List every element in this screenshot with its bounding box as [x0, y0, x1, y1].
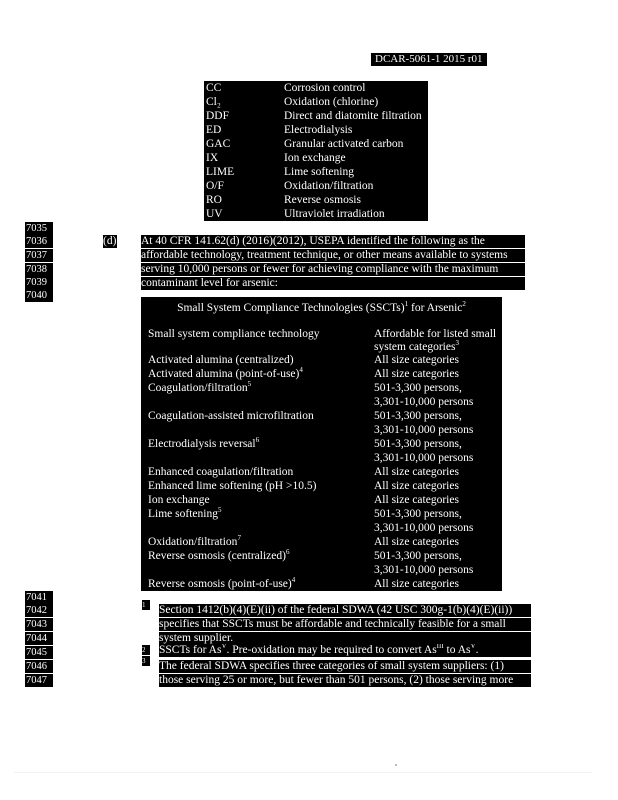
table-cell-technology [148, 367, 303, 381]
footnote-1-line: system supplier. [159, 632, 531, 645]
table-cell-technology [148, 381, 251, 395]
abbreviation-row [204, 179, 428, 193]
line-number: 7045 [25, 646, 53, 659]
line-number: 7037 [25, 249, 53, 262]
technology-footnote-ref: 4 [299, 366, 303, 375]
technology-name: Activated alumina (point-of-use) [148, 368, 300, 380]
abbreviation-description: Lime softening [282, 165, 428, 179]
line-number: 7035 [25, 222, 53, 235]
table-cell-category-continued: 3,301-10,000 persons [374, 522, 474, 534]
abbreviation-description: Ultraviolet irradiation [282, 207, 428, 221]
table-cell-category: 501-3,300 persons, [374, 410, 462, 422]
abbreviation-row [204, 207, 428, 221]
table-cell-category: 501-3,300 persons, [374, 382, 462, 394]
table-title-footnote-ref: 1 [404, 300, 409, 309]
table-cell-technology [148, 353, 294, 367]
abbreviation-code: CC [204, 81, 284, 95]
abbreviation-code: IX [204, 151, 284, 165]
footnote-2 [159, 644, 531, 657]
paragraph-line: affordable technology, treatment technique, or other means available to systems [141, 249, 525, 262]
table-cell-category: All size categories [374, 480, 459, 492]
abbreviation-row [204, 95, 428, 109]
column-header-footnote-ref: 3 [455, 339, 459, 348]
abbreviation-row [204, 193, 428, 207]
technology-name: Enhanced coagulation/filtration [148, 466, 294, 478]
technology-name: Oxidation/filtration [148, 536, 238, 548]
column-header-categories-line2 [374, 340, 459, 354]
footnote-3-marker: 3 [142, 656, 150, 666]
abbreviation-description: Oxidation (chlorine) [282, 95, 428, 109]
line-number: 7047 [25, 674, 53, 687]
column-header-categories-text: system categories [374, 341, 456, 353]
technology-name: Coagulation/filtration [148, 382, 248, 394]
ssct-arsenic-table [141, 297, 502, 591]
technology-name: Reverse osmosis (point-of-use) [148, 578, 292, 590]
paragraph-label: (d) [103, 235, 117, 247]
abbreviation-code: DDF [204, 109, 284, 123]
table-title-text: Small System Compliance Technologies (SSCTs) [177, 302, 405, 314]
table-cell-category: 501-3,300 persons, [374, 438, 462, 450]
abbreviation-description: Corrosion control [282, 81, 428, 95]
technology-name: Activated alumina (centralized) [148, 354, 294, 366]
technology-footnote-ref: 7 [237, 534, 241, 543]
table-cell-technology [148, 479, 316, 493]
abbreviation-description: Oxidation/filtration [282, 179, 428, 193]
technology-footnote-ref: 6 [255, 436, 260, 445]
document-id: DCAR-5061-1 2015 r01 [371, 53, 487, 66]
table-cell-technology [148, 535, 241, 549]
column-header-technology: Small system compliance technology [148, 328, 320, 340]
paragraph-line: contaminant level for arsenic: [141, 277, 525, 290]
technology-name: Ion exchange [148, 494, 210, 506]
abbreviation-row [204, 109, 428, 123]
table-cell-technology [148, 493, 210, 507]
technology-name: Lime softening [148, 508, 218, 520]
footnote-3-line: The federal SDWA specifies three categories of small system suppliers: (1) [159, 660, 531, 673]
technology-name: Electrodialysis reversal [148, 438, 256, 450]
table-cell-technology [148, 465, 293, 479]
table-cell-technology [148, 507, 221, 521]
line-number: 7044 [25, 632, 53, 645]
abbreviation-description: Direct and diatomite filtration [282, 109, 428, 123]
table-cell-category: All size categories [374, 466, 459, 478]
technology-name: Coagulation-assisted microfiltration [148, 410, 314, 422]
table-cell-category: All size categories [374, 536, 459, 548]
footnote-2-sup-2: III [436, 644, 444, 651]
table-cell-category: All size categories [374, 494, 459, 506]
abbreviation-code: ED [204, 123, 284, 137]
abbreviation-code: Cl₂ [204, 95, 284, 109]
table-title-suffix-footnote-ref: 2 [462, 300, 466, 309]
technology-footnote-ref: 5 [217, 506, 222, 515]
abbreviation-row [204, 123, 428, 137]
table-cell-category: 501-3,300 persons, [374, 508, 462, 520]
footnote-1-line: Section 1412(b)(4)(E)(ii) of the federal SDWA (42 USC 300g-1(b)(4)(E)(ii)) [159, 604, 531, 617]
table-cell-category: All size categories [374, 368, 459, 380]
abbreviation-row [204, 165, 428, 179]
footnote-2-sup-1: V [221, 644, 227, 651]
table-cell-category-continued: 3,301-10,000 persons [374, 396, 474, 408]
table-cell-category: 501-3,300 persons, [374, 550, 462, 562]
table-cell-technology [148, 409, 314, 423]
line-number: 7036 [25, 235, 53, 248]
footnote-2-text-d: . [475, 644, 479, 656]
paragraph-line: serving 10,000 persons or fewer for achieving compliance with the maximum [141, 263, 525, 276]
footnote-2-text-a: SSCTs for As [159, 644, 222, 656]
line-number: 7041 [25, 591, 53, 604]
line-number: 7040 [25, 289, 53, 302]
abbreviation-row [204, 137, 428, 151]
line-number: 7042 [25, 604, 53, 617]
table-cell-technology [148, 549, 289, 563]
technology-footnote-ref: 5 [247, 380, 252, 389]
abbreviation-row [204, 81, 428, 95]
technology-footnote-ref: 4 [291, 576, 296, 585]
column-header-categories-line1: Affordable for listed small [374, 328, 497, 340]
abbreviation-code: RO [204, 193, 284, 207]
table-cell-category-continued: 3,301-10,000 persons [374, 452, 474, 464]
table-title-suffix: for Arsenic [408, 302, 463, 314]
abbreviation-code: UV [204, 207, 284, 221]
abbreviation-code: O/F [204, 179, 284, 193]
footnote-2-sup-3: V [470, 644, 476, 651]
line-number: 7043 [25, 618, 53, 631]
table-cell-category-continued: 3,301-10,000 persons [374, 424, 474, 436]
abbreviation-row [204, 151, 428, 165]
footnote-2-text-c: to As [443, 644, 471, 656]
table-cell-category-continued: 3,301-10,000 persons [374, 564, 474, 576]
table-cell-category: All size categories [374, 354, 459, 366]
table-cell-technology [148, 437, 259, 451]
technology-name: Reverse osmosis (centralized) [148, 550, 286, 562]
footnote-3-line: those serving 25 or more, but fewer than 501 persons, (2) those serving more [159, 674, 531, 687]
paragraph-line: At 40 CFR 141.62(d) (2016)(2012), USEPA identified the following as the [141, 235, 525, 248]
page-footer-rule [14, 772, 592, 773]
footnote-2-text-b: . Pre-oxidation may be required to convert As [226, 644, 437, 656]
abbreviation-code: LIME [204, 165, 284, 179]
table-cell-category: All size categories [374, 578, 459, 590]
scan-speck [395, 764, 397, 766]
abbreviation-description: Electrodialysis [282, 123, 428, 137]
footnote-2-marker: 2 [142, 645, 150, 655]
line-number: 7039 [25, 276, 53, 289]
technology-name: Enhanced lime softening (pH >10.5) [148, 480, 317, 492]
footnote-1-marker: 1 [142, 600, 150, 610]
table-cell-technology [148, 577, 295, 591]
footnote-1-line: specifies that SSCTs must be affordable and technically feasible for a small [159, 618, 531, 631]
technology-footnote-ref: 6 [285, 548, 290, 557]
line-number: 7038 [25, 263, 53, 276]
abbreviation-description: Reverse osmosis [282, 193, 428, 207]
line-number: 7046 [25, 660, 53, 673]
abbreviation-description: Granular activated carbon [282, 137, 428, 151]
abbreviation-code: GAC [204, 137, 284, 151]
table-title [141, 302, 502, 314]
abbreviation-description: Ion exchange [282, 151, 428, 165]
